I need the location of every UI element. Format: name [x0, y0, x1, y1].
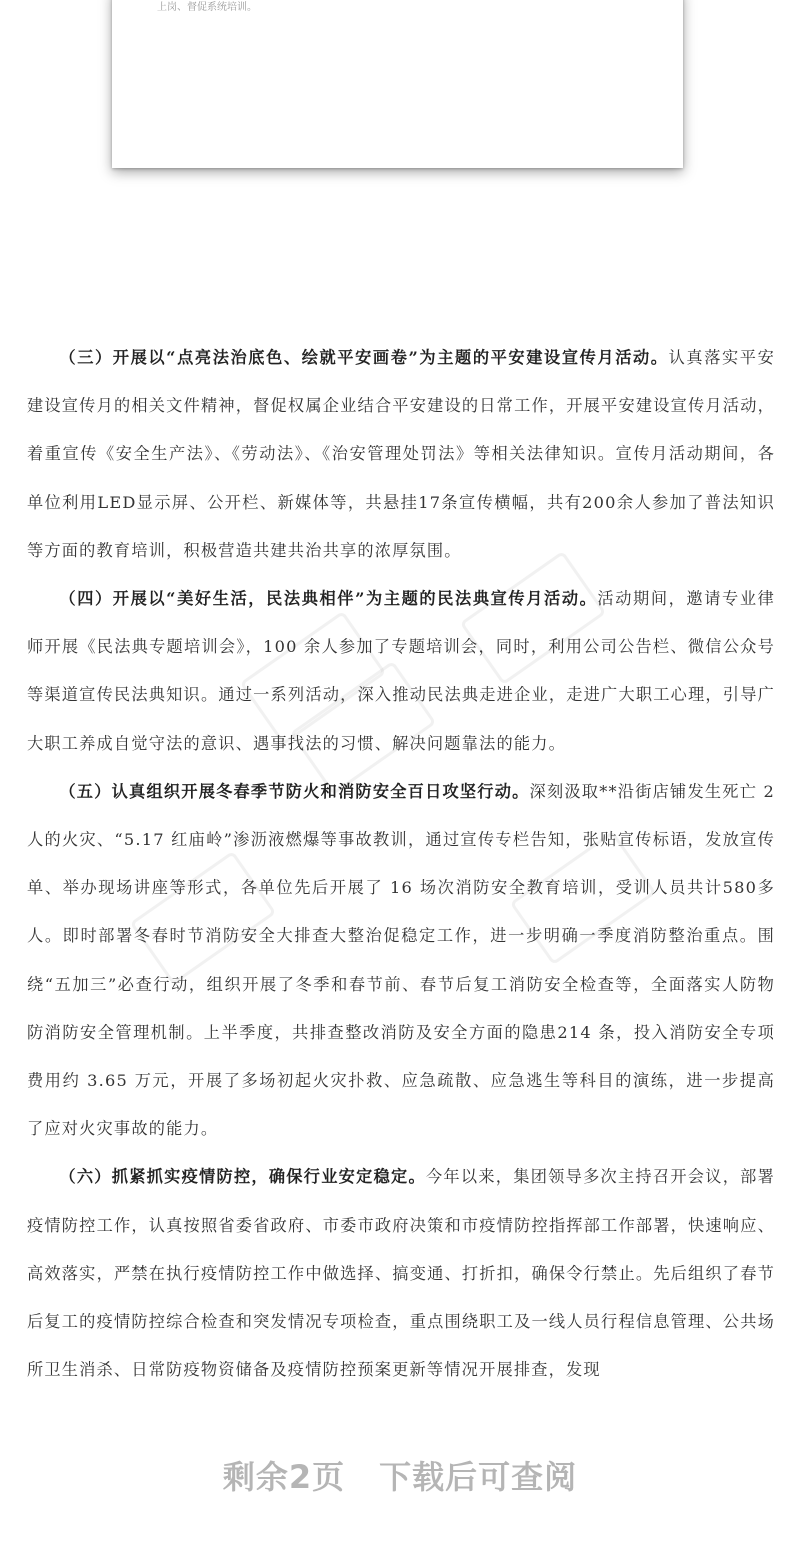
section-4-body: 活动期间，邀请专业律师开展《民法典专题培训会》，100 余人参加了专题培训会，同时，利用公司公告栏、微信公众号等渠道宣传民法典知识。通过一系列活动，深入推动民法典走进企业，走进广大职工心理，引导广大职工养成自觉守法的意识、遇事找法的习惯、解决问题靠法的能力。 — [27, 589, 776, 753]
remaining-pages-label: 剩余2页 — [222, 1458, 346, 1496]
section-4-heading: （四）开展以“美好生活，民法典相伴”为主题的民法典宣传月活动。 — [59, 589, 598, 609]
paragraph-section-4 — [27, 575, 775, 768]
paragraph-section-3 — [27, 334, 775, 575]
download-prompt[interactable] — [0, 1452, 800, 1498]
section-6-heading: （六）抓紧抓实疫情防控，确保行业安定稳定。 — [59, 1167, 426, 1187]
section-5-body: 深刻汲取**沿街店铺发生死亡 2 人的火灾、“5.17 红庙岭”渗沥液燃爆等事故教训，通过宣传专栏告知，张贴宣传标语，发放宣传单、举办现场讲座等形式，各单位先后开展了 16 场次消防安全教育培训，受训人员共计580多人。即时部署冬春时节消防安全大排查大整治促稳定工作，进一步明确一季度消防整治重点。围绕“五加三”必查行动，组织开展了冬季和春节前、春节后复工消防安全检查等，全面落实人防物防消防安全管理机制。上半季度，共排查整改消防及安全方面的隐患214 条，投入消防安全专项费用约 3.65 万元，开展了多场初起火灾扑救、应急疏散、应急逃生等科目的演练，进一步提高了应对火灾事故的能力。 — [27, 781, 775, 1139]
document-body — [27, 334, 775, 1394]
paragraph-section-6 — [27, 1153, 775, 1394]
previous-page-preview — [112, 0, 683, 168]
download-to-view-label: 下载后可查阅 — [379, 1458, 578, 1496]
section-5-heading: （五）认真组织开展冬春季节防火和消防安全百日攻坚行动。 — [59, 781, 530, 801]
paragraph-section-5 — [27, 768, 775, 1154]
previous-page-last-line: 上岗、督促系统培训。 — [157, 2, 257, 13]
section-3-heading: （三）开展以“点亮法治底色、绘就平安画卷”为主题的平安建设宣传月活动。 — [59, 348, 669, 367]
section-6-body: 今年以来，集团领导多次主持召开会议，部署疫情防控工作，认真按照省委省政府、市委市政府决策和市疫情防控指挥部工作部署，快速响应、高效落实，严禁在执行疫情防控工作中做选择、搞变通、打折扣，确保令行禁止。先后组织了春节后复工的疫情防控综合检查和突发情况专项检查，重点围绕职工及一线人员行程信息管理、公共场所卫生消杀、日常防疫物资储备及疫情防控预案更新等情况开展排查，发现 — [27, 1167, 776, 1380]
section-3-body: 认真落实平安建设宣传月的相关文件精神，督促权属企业结合平安建设的日常工作，开展平安建设宣传月活动，着重宣传《安全生产法》、《劳动法》、《治安管理处罚法》等相关法律知识。宣传月活动期间，各单位利用LED显示屏、公开栏、新媒体等，共悬挂17条宣传横幅，共有200余人参加了普法知识等方面的教育培训，积极营造共建共治共享的浓厚氛围。 — [27, 348, 775, 560]
